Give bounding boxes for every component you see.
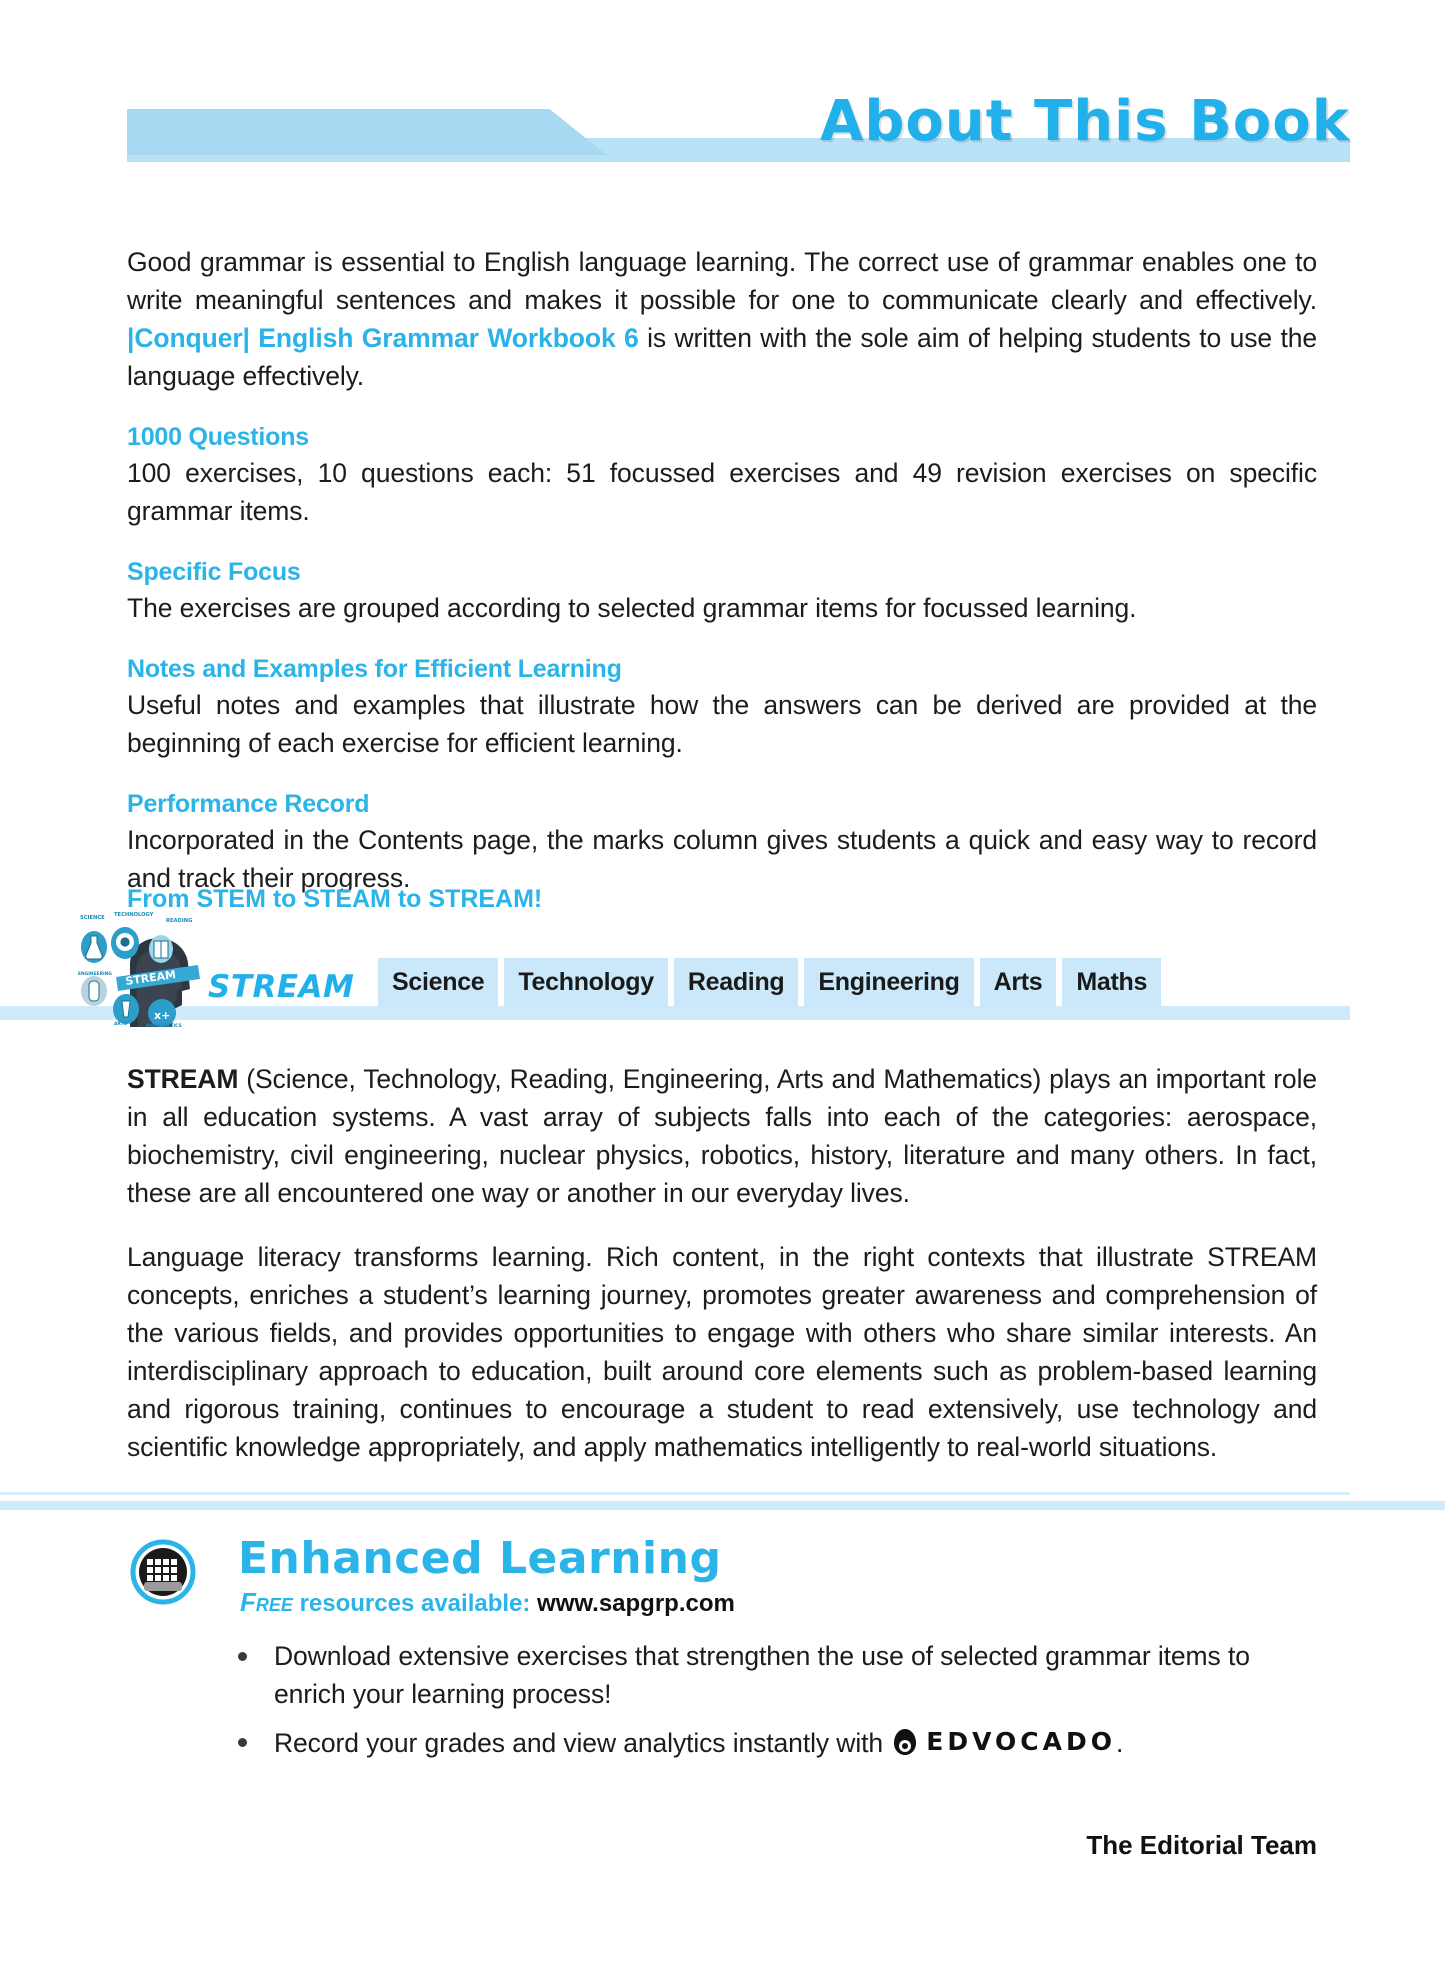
edvocado-logo	[890, 1723, 1116, 1761]
stream-paragraph-1-rest: (Science, Technology, Reading, Engineering, Arts and Mathematics) plays an important role in all education systems. A vast array of subjects falls into each of the categories: aerospace, biochemistry, civil engineering, nuclear physics, robotics, history, literature and many others. In fact, these are all encountered one way or another in our everyday lives.	[127, 1064, 1317, 1208]
avocado-icon	[890, 1727, 920, 1757]
section-body-specific-focus: The exercises are grouped according to selected grammar items for focussed learning.	[127, 593, 1137, 623]
stream-description	[127, 1060, 1317, 1492]
svg-text:x+: x+	[154, 1009, 171, 1022]
resources-available-label: resources available:	[292, 1590, 538, 1617]
bullet-text-2: Record your grades and view analytics instantly with	[274, 1728, 891, 1758]
section-body-notes-and-examples: Useful notes and examples that illustrate how the answers can be derived are provided at the beginning of each exercise for efficient learning.	[127, 690, 1317, 758]
intro-paragraph	[127, 243, 1317, 395]
stream-logo-wordmark: STREAM	[208, 969, 355, 1005]
section-heading-1000-questions: 1000 Questions	[127, 423, 310, 451]
bullet-text-1: Download extensive exercises that strengthen the use of selected grammar items to enrich your learning process!	[274, 1641, 1250, 1709]
stream-tab-engineering[interactable]: Engineering	[804, 958, 973, 1009]
intro-text-before: Good grammar is essential to English language learning. The correct use of grammar enables one to write meaningful sentences and makes it possible for one to communicate clearly and effectively.	[127, 247, 1317, 315]
stream-paragraph-1-lead: STREAM	[127, 1064, 239, 1094]
enhanced-learning-bullet-list	[230, 1637, 1320, 1772]
svg-text:READING: READING	[166, 918, 193, 924]
stream-tab-technology[interactable]: Technology	[504, 958, 667, 1009]
svg-text:ARTS: ARTS	[114, 1022, 127, 1027]
stream-tab-arts[interactable]: Arts	[980, 958, 1057, 1009]
stream-tab-maths[interactable]: Maths	[1062, 958, 1161, 1009]
stream-tab-reading[interactable]: Reading	[674, 958, 799, 1009]
page-header	[0, 89, 1445, 175]
bullet-icon	[238, 1652, 247, 1661]
section-heading-notes-and-examples: Notes and Examples for Efficient Learning	[127, 655, 622, 683]
svg-text:TECHNOLOGY: TECHNOLOGY	[114, 912, 154, 918]
stream-paragraph-1	[127, 1060, 1317, 1212]
section-heading-specific-focus: Specific Focus	[127, 558, 301, 586]
list-item	[230, 1723, 1320, 1762]
bullet-text-2-trailing: .	[1115, 1728, 1124, 1758]
enhanced-learning-subtitle	[240, 1587, 735, 1618]
bullet-icon	[238, 1738, 247, 1747]
page-title: About This Book	[820, 89, 1350, 154]
divider-thin	[0, 1492, 1350, 1495]
book-title-highlight: |Conquer| English Grammar Workbook 6	[127, 323, 639, 353]
stream-section-heading: From STEM to STEAM to STREAM!	[127, 885, 543, 913]
free-label: Free	[240, 1587, 293, 1617]
stream-tab-science[interactable]: Science	[378, 958, 498, 1009]
svg-text:STREAM: STREAM	[124, 968, 177, 988]
section-body-1000-questions: 100 exercises, 10 questions each: 51 focussed exercises and 49 revision exercises on specific grammar items.	[127, 458, 1317, 526]
stream-paragraph-2: Language literacy transforms learning. Rich content, in the right contexts that illustrate STREAM concepts, enriches a student’s learning journey, promotes greater awareness and comprehension of the various fields, and provides opportunities to engage with others who share similar interests. An interdisciplinary approach to education, built around core elements such as problem-based learning and rigorous training, continues to encourage a student to read extensively, use technology and scientific knowledge appropriately, and apply mathematics intelligently to real-world situations.	[127, 1242, 1317, 1462]
stream-block	[0, 885, 1445, 1050]
main-content	[127, 243, 1317, 897]
svg-text:SCIENCE: SCIENCE	[80, 915, 105, 921]
header-trapezoid-shape	[127, 109, 607, 155]
svg-text:ENGINEERING: ENGINEERING	[78, 972, 112, 977]
svg-text:MATHEMATICS: MATHEMATICS	[146, 1024, 182, 1027]
intro-text-after: is written with the sole aim of helping students to use the language effectively.	[127, 323, 1317, 391]
enhanced-learning-icon	[130, 1539, 196, 1605]
footer-signature: The Editorial Team	[1086, 1830, 1317, 1860]
stream-illustration-icon	[78, 909, 238, 1027]
stream-tab-list	[378, 958, 1161, 1009]
edvocado-wordmark: EDVOCADO	[926, 1727, 1116, 1756]
enhanced-learning-title: Enhanced Learning	[238, 1533, 722, 1584]
section-body-performance-record: Incorporated in the Contents page, the marks column gives students a quick and easy way to record and track their progress.	[127, 825, 1317, 893]
divider-thick	[0, 1501, 1445, 1510]
resources-url[interactable]: www.sapgrp.com	[537, 1590, 735, 1617]
section-heading-performance-record: Performance Record	[127, 790, 370, 818]
list-item	[230, 1637, 1320, 1713]
